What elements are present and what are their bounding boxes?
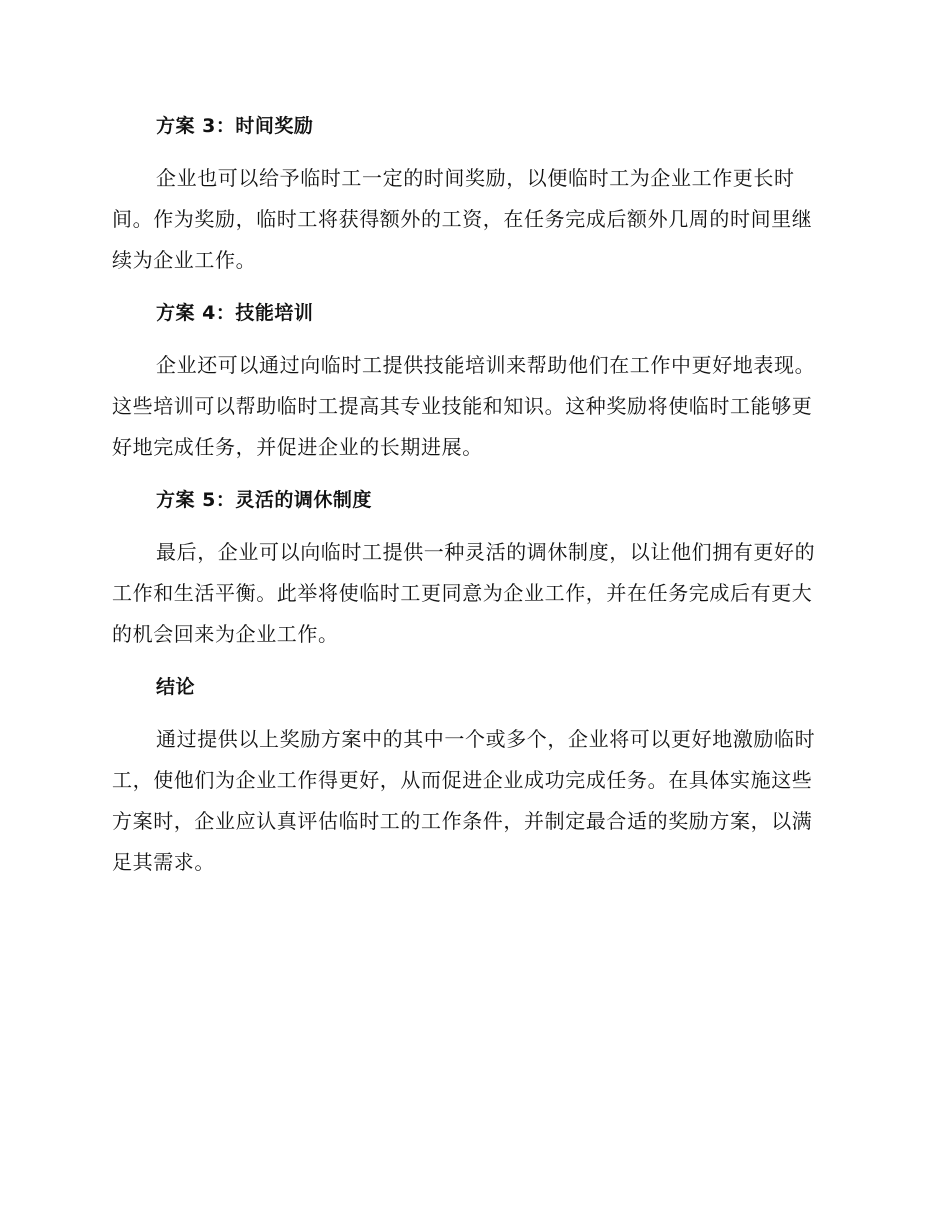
section-paragraph-plan-4: 企业还可以通过向临时工提供技能培训来帮助他们在工作中更好地表现。这些培训可以帮助临时工提高其专业技能和知识。这种奖励将使临时工能够更好地完成任务，并促进企业的长期进展。 <box>112 353 816 459</box>
section-heading-conclusion: 结论 <box>156 676 196 698</box>
section-paragraph-plan-3: 企业也可以给予临时工一定的时间奖励，以便临时工为企业工作更长时间。作为奖励，临时工将获得额外的工资，在任务完成后额外几周的时间里继续为企业工作。 <box>112 166 813 272</box>
document-body <box>112 106 830 895</box>
section-heading-plan-4: 方案 4：技能培训 <box>156 302 314 324</box>
section-paragraph-conclusion: 通过提供以上奖励方案中的其中一个或多个，企业将可以更好地激励临时工，使他们为企业工作得更好，从而促进企业成功完成任务。在具体实施这些方案时，企业应认真评估临时工的工作条件，并制定最合适的奖励方案，以满足其需求。 <box>112 727 816 874</box>
section-heading-plan-3: 方案 3：时间奖励 <box>156 115 314 137</box>
section-paragraph-plan-5: 最后，企业可以向临时工提供一种灵活的调休制度，以让他们拥有更好的工作和生活平衡。此举将使临时工更同意为企业工作，并在任务完成后有更大的机会回来为企业工作。 <box>112 540 816 646</box>
section-heading-plan-5: 方案 5：灵活的调休制度 <box>156 489 372 511</box>
